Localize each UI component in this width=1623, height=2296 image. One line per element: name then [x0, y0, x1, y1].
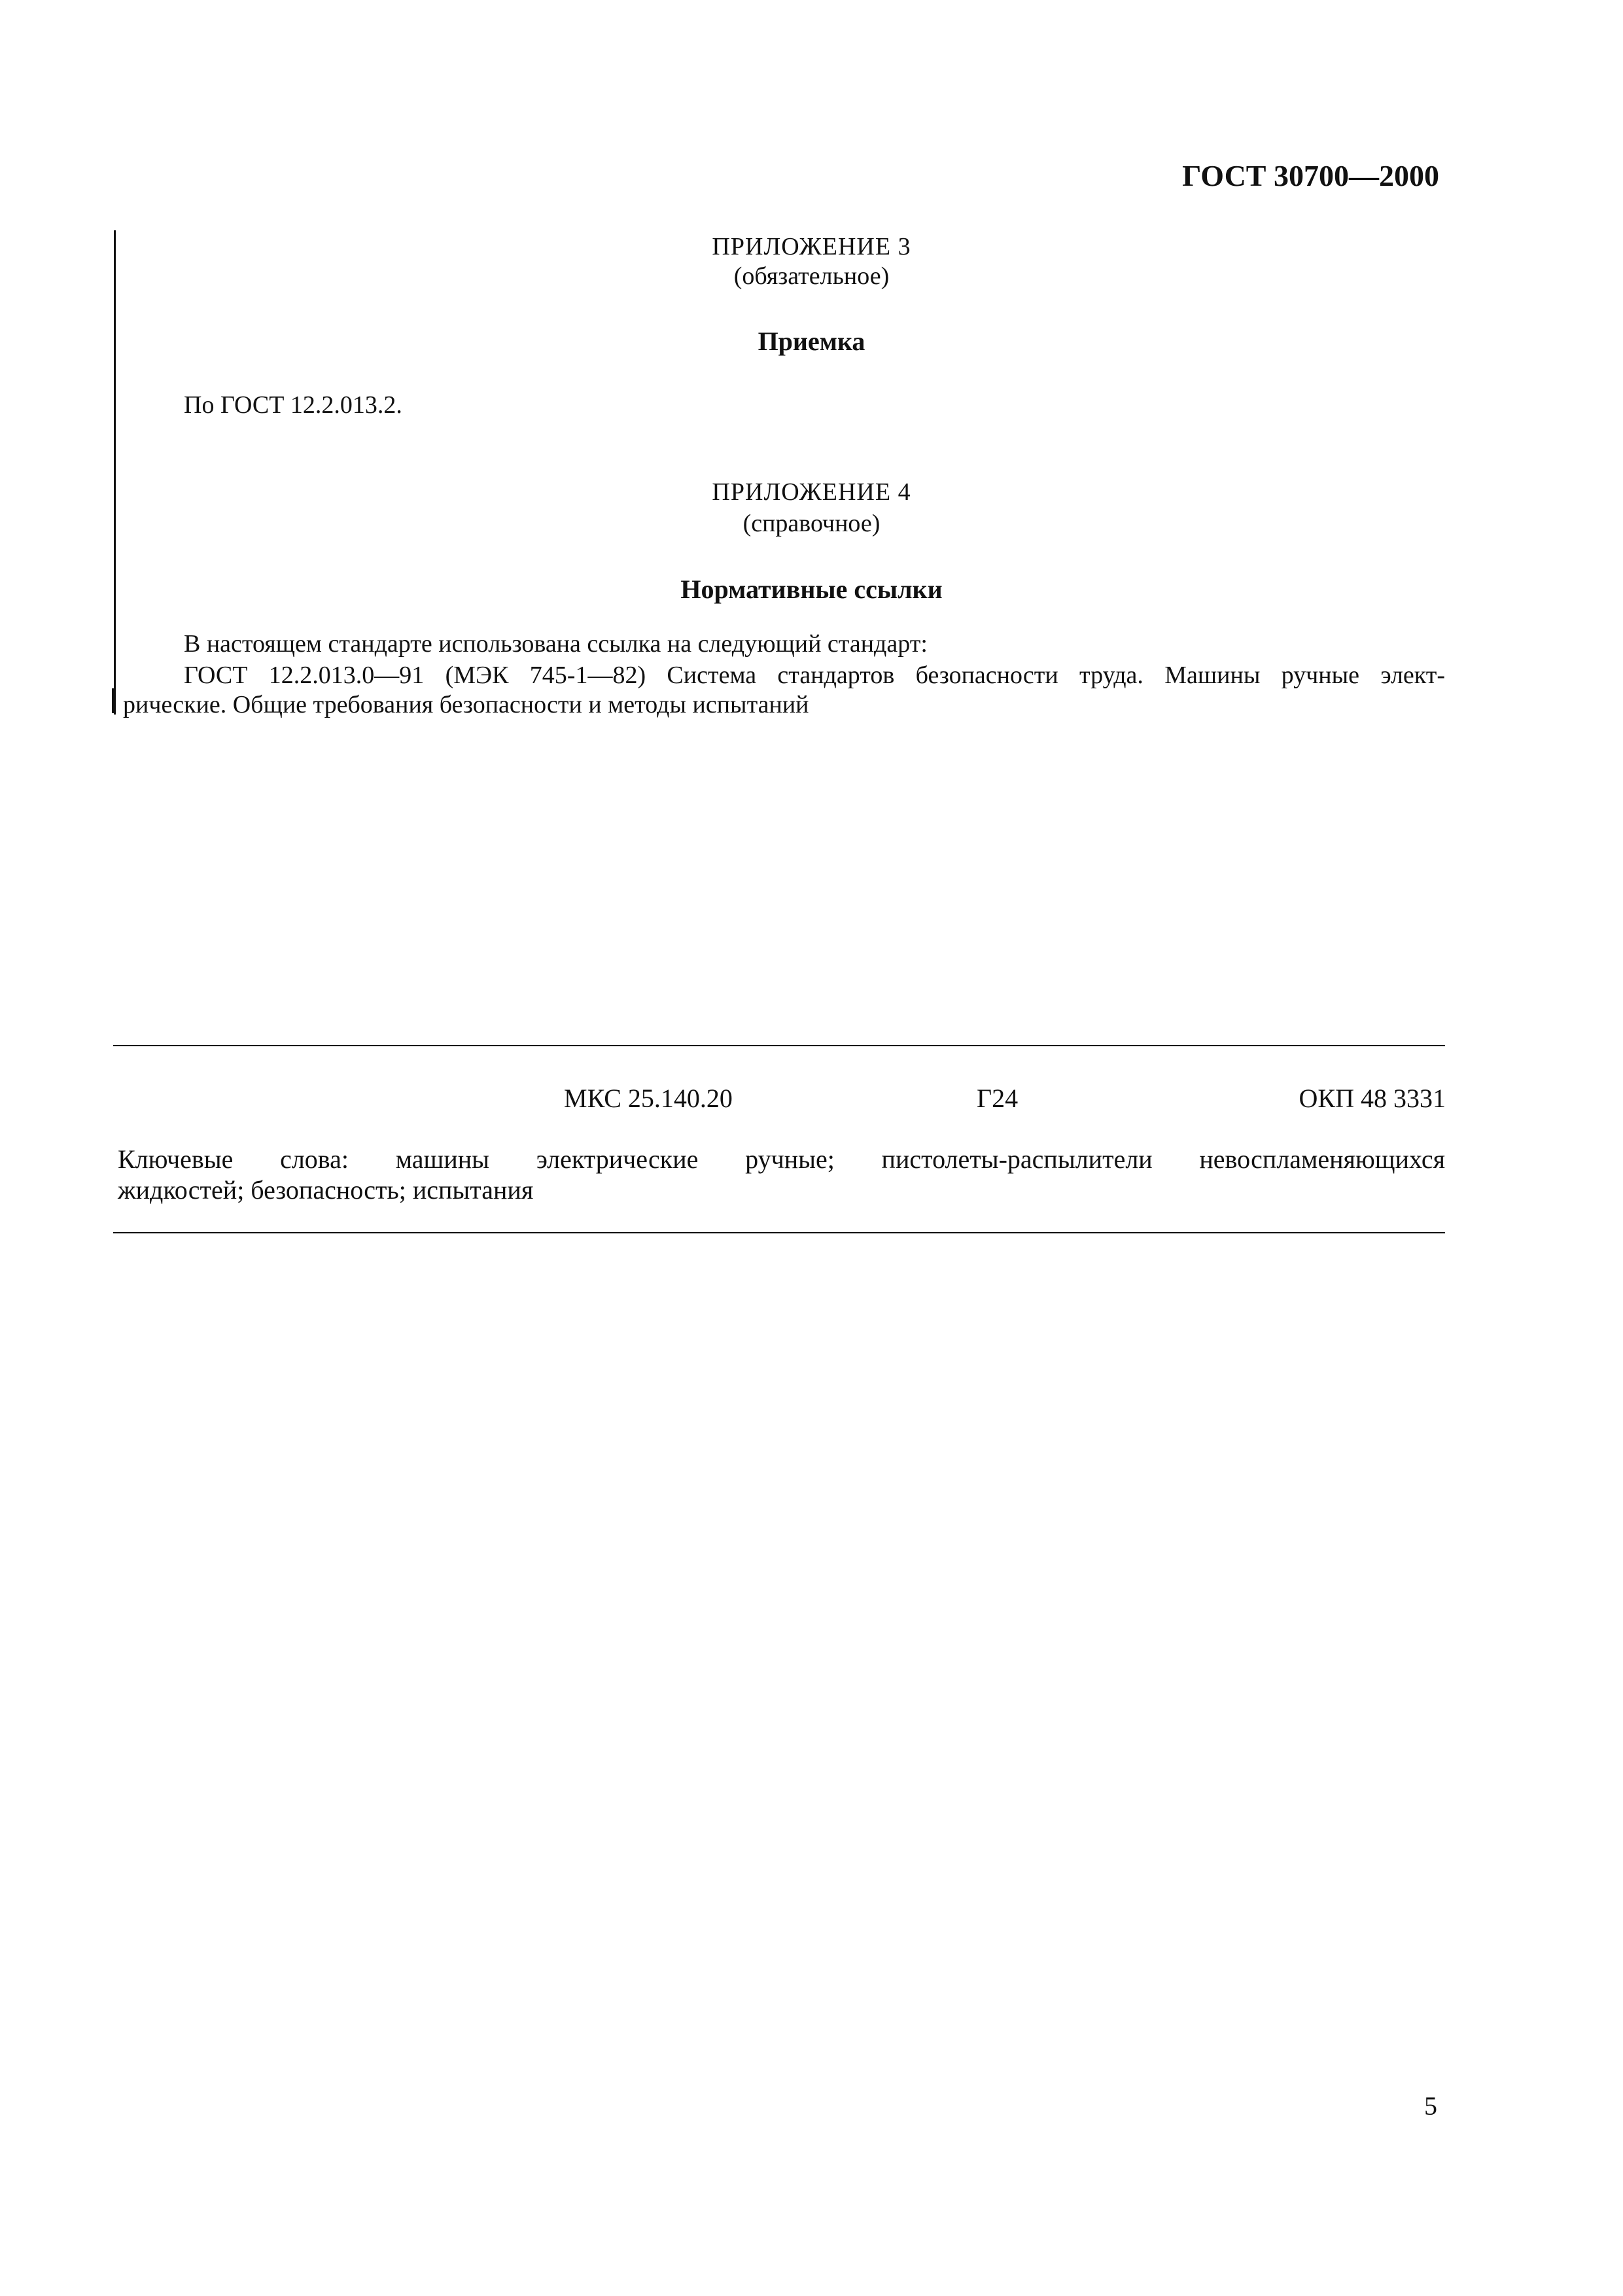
- keywords-line1: Ключевые слова: машины электрические ручные; пистолеты-распылители невоспламеняющихся: [118, 1144, 1445, 1174]
- mks-code: МКС 25.140.20: [564, 1084, 733, 1113]
- top-rule: [113, 1045, 1445, 1046]
- document-code: ГОСТ 30700—2000: [1182, 159, 1439, 192]
- annex4-reference-line1: ГОСТ 12.2.013.0—91 (МЭК 745-1—82) Система стандартов безопасности труда. Машины ручные элект-: [184, 662, 1445, 689]
- annex3-type: (обязательное): [733, 262, 890, 290]
- annex4-heading: Нормативные ссылки: [680, 574, 943, 604]
- page-number: 5: [1424, 2091, 1437, 2121]
- annex4-title: ПРИЛОЖЕНИЕ 4: [712, 478, 911, 506]
- annex3-text: По ГОСТ 12.2.013.2.: [184, 391, 402, 419]
- group-code: Г24: [977, 1084, 1019, 1113]
- annex3-heading: Приемка: [758, 327, 865, 356]
- okp-code: ОКП 48 3331: [1299, 1084, 1446, 1113]
- annex4-reference-line2: рические. Общие требования безопасности и методы испытаний: [123, 691, 809, 718]
- change-bar-left: [114, 230, 116, 715]
- annex4-type: (справочное): [742, 510, 881, 537]
- bottom-rule: [113, 1232, 1445, 1233]
- annex3-title: ПРИЛОЖЕНИЕ 3: [712, 233, 911, 260]
- change-bar-mark: [112, 688, 114, 713]
- keywords-line2: жидкостей; безопасность; испытания: [118, 1175, 534, 1205]
- annex4-intro: В настоящем стандарте использована ссылка на следующий стандарт:: [184, 630, 928, 658]
